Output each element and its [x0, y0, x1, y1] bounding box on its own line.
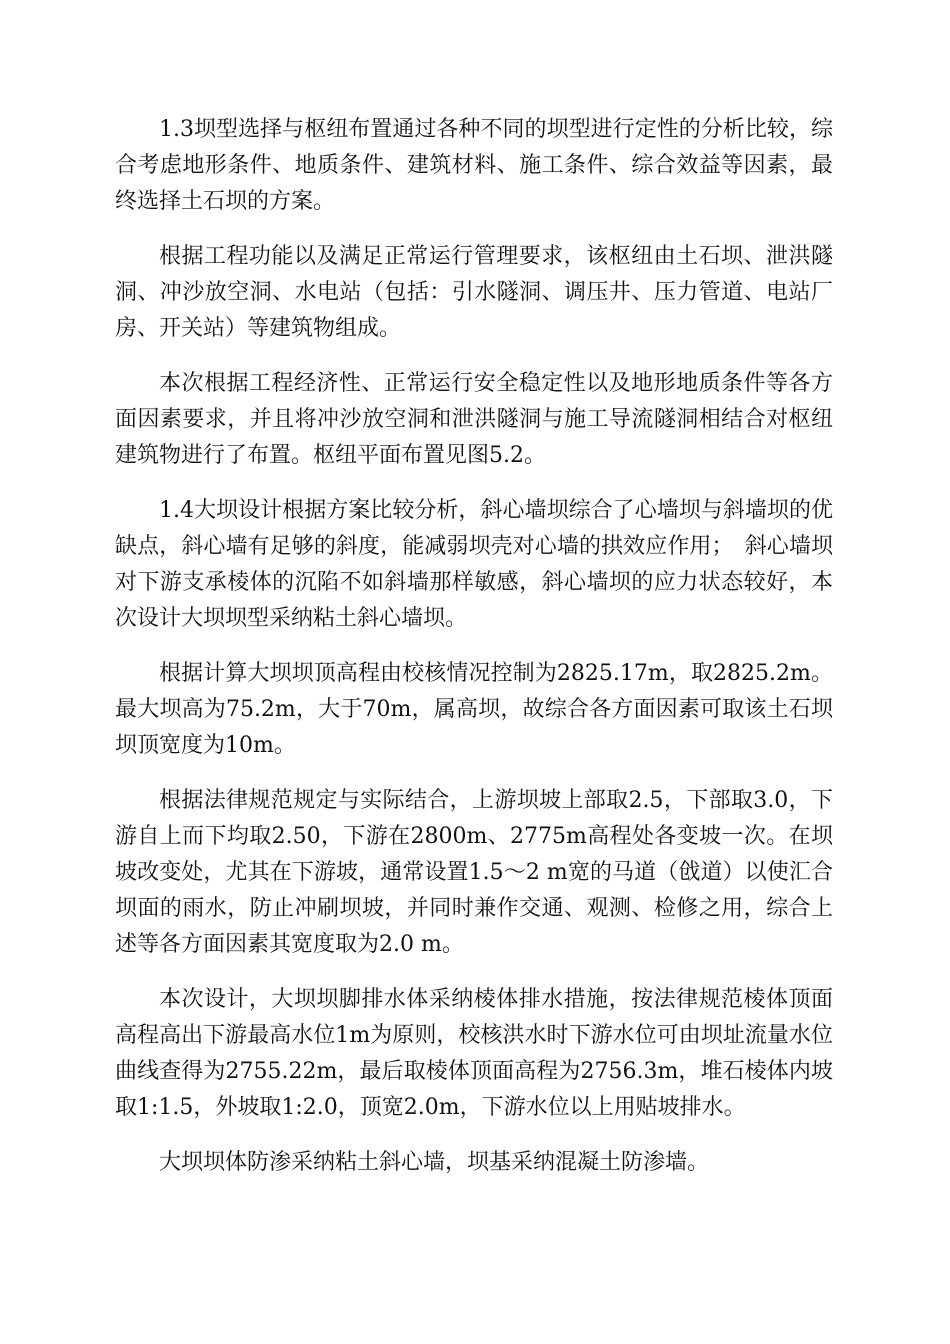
paragraph-dam-type-selection: 1.3坝型选择与枢纽布置通过各种不同的坝型进行定性的分析比较，综合考虑地形条件、地质条件、建筑材料、施工条件、综合效益等因素，最终选择土石坝的方案。 — [115, 117, 833, 214]
paragraph-dam-design: 1.4大坝设计根据方案比较分析，斜心墙坝综合了心墙坝与斜墙坝的优缺点，斜心墙有足够的斜度，能减弱坝壳对心墙的拱效应作用； 斜心墙坝对下游支承棱体的沉陷不如斜墙那样敏感，斜心墙坝的应力状态较好，本次设计大坝坝型采纳粘土斜心墙坝。 — [115, 498, 833, 631]
document-body — [115, 112, 833, 1200]
paragraph-seepage-control: 大坝坝体防渗采纳粘土斜心墙，坝基采纳混凝土防渗墙。 — [159, 1150, 710, 1175]
paragraph-slope-design: 根据法律规范规定与实际结合，上游坝坡上部取2.5，下部取3.0，下游自上而下均取2.50，下游在2800m、2775m高程处各变坡一次。在坝坡改变处，尤其在下游坡，通常设置1.5～2 m宽的马道（戗道）以使汇合坝面的雨水，防止冲刷坝坡，并同时兼作交通、观测、检修之用，综合上述等各方面因素其宽度取为2.0 m。 — [115, 788, 833, 957]
paragraph-drainage: 本次设计，大坝坝脚排水体采纳棱体排水措施，按法律规范棱体顶面高程高出下游最高水位1m为原则，校核洪水时下游水位可由坝址流量水位曲线查得为2755.22m，最后取棱体顶面高程为2756.3m，堆石棱体内坡取1:1.5，外坡取1:2.0，顶宽2.0m，下游水位以上用贴坡排水。 — [115, 987, 833, 1120]
paragraph-hub-layout: 本次根据工程经济性、正常运行安全稳定性以及地形地质条件等各方面因素要求，并且将冲沙放空洞和泄洪隧洞与施工导流隧洞相结合对枢纽建筑物进行了布置。枢纽平面布置见图5.2。 — [115, 371, 833, 468]
paragraph-crest-elevation: 根据计算大坝坝顶高程由校核情况控制为2825.17m，取2825.2m。最大坝高为75.2m，大于70m，属高坝，故综合各方面因素可取该土石坝坝顶宽度为10m。 — [115, 661, 833, 758]
paragraph-hub-composition: 根据工程功能以及满足正常运行管理要求，该枢纽由土石坝、泄洪隧洞、冲沙放空洞、水电站（包括：引水隧洞、调压井、压力管道、电站厂房、开关站）等建筑物组成。 — [115, 244, 833, 341]
